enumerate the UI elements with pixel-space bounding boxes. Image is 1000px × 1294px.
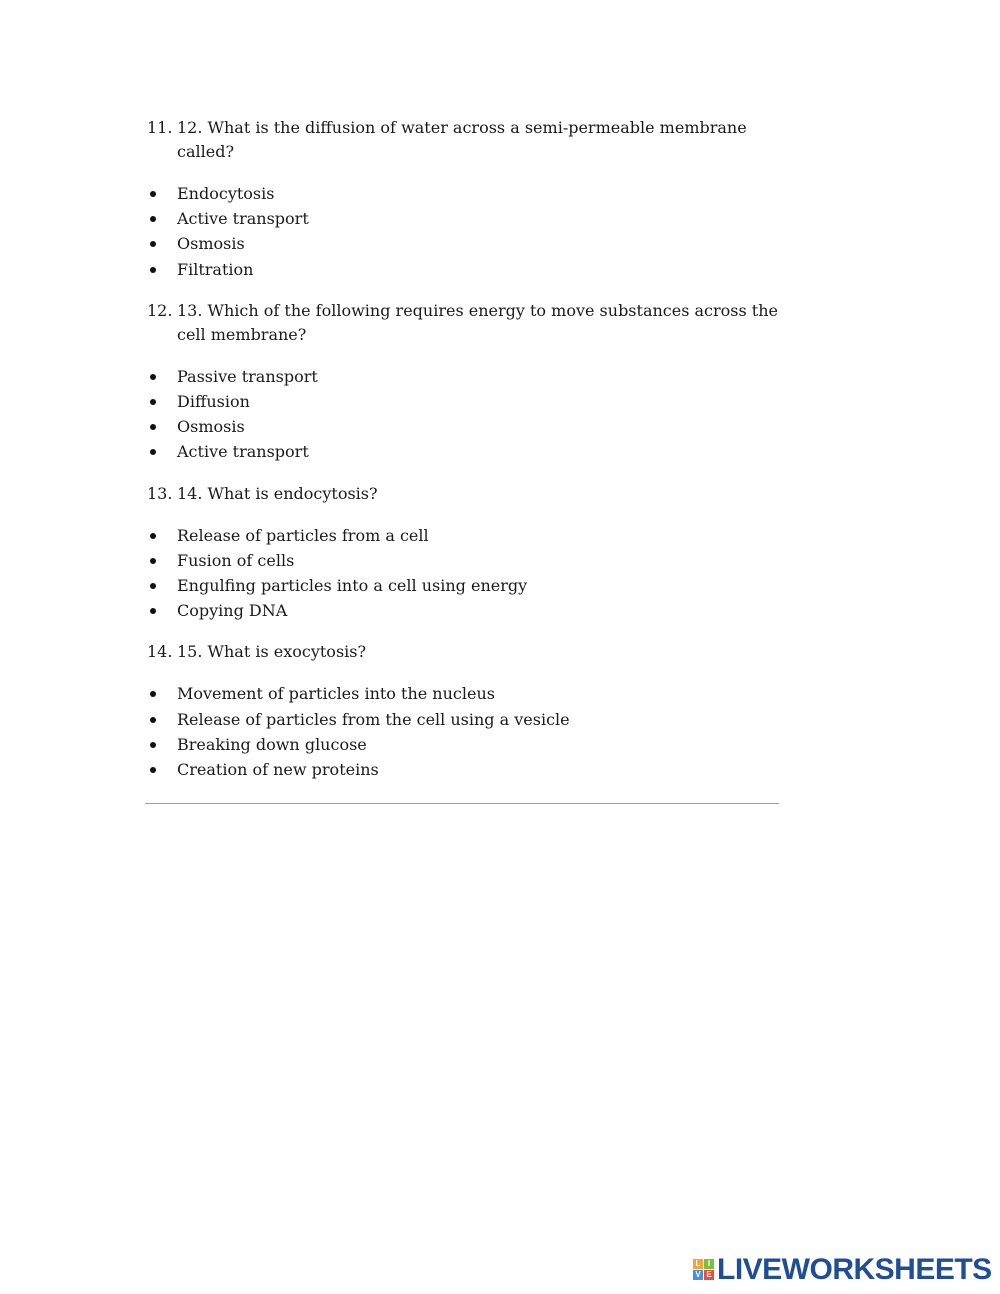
- option-label: Endocytosis: [177, 184, 275, 203]
- option-item[interactable]: [147, 181, 779, 206]
- bullet-icon: [150, 742, 156, 748]
- option-label: Osmosis: [177, 417, 245, 437]
- option-item[interactable]: [147, 389, 779, 414]
- question-list: [147, 116, 779, 799]
- question-text: 13. Which of the following requires energy to move substances across the cell membrane?: [177, 300, 779, 344]
- option-label: Osmosis: [177, 234, 245, 254]
- options-list: [147, 681, 779, 782]
- question-number: 12.: [147, 300, 173, 320]
- logo-letter: E: [704, 1270, 714, 1280]
- logo-letter: L: [693, 1259, 703, 1269]
- bullet-icon: [150, 717, 156, 723]
- option-item[interactable]: [147, 548, 779, 573]
- question-13: [147, 482, 779, 506]
- option-item[interactable]: [147, 439, 779, 464]
- bullet-icon: [150, 399, 156, 405]
- option-item[interactable]: [147, 257, 779, 282]
- option-item[interactable]: [147, 364, 779, 389]
- options-list: [147, 364, 779, 465]
- option-item[interactable]: [147, 414, 779, 439]
- option-label: Active transport: [177, 442, 309, 462]
- liveworksheets-logo-icon: [693, 1259, 715, 1281]
- bullet-icon: [150, 374, 156, 380]
- question-14: [147, 640, 779, 664]
- option-item[interactable]: [147, 206, 779, 231]
- bullet-icon: [150, 216, 156, 222]
- bullet-icon: [150, 767, 156, 773]
- bullet-icon: [150, 241, 156, 247]
- option-item[interactable]: [147, 681, 779, 706]
- question-11: [147, 116, 779, 164]
- option-label: Filtration: [177, 259, 254, 279]
- bullet-icon: [150, 424, 156, 430]
- option-label: Active transport: [177, 209, 309, 229]
- option-label: Passive transport: [177, 366, 318, 386]
- option-item[interactable]: [147, 231, 779, 256]
- options-list: [147, 523, 779, 624]
- question-12: [147, 299, 779, 347]
- logo-letter: V: [693, 1270, 703, 1280]
- option-label: Diffusion: [177, 392, 250, 412]
- bullet-icon: [150, 449, 156, 455]
- option-label: Fusion of cells: [177, 550, 295, 570]
- option-label: Release of particles from the cell using a vesicle: [177, 709, 570, 729]
- liveworksheets-brand: [693, 1255, 992, 1285]
- divider-line: [145, 803, 779, 804]
- question-text: 12. What is the diffusion of water across a semi-permeable membrane called?: [177, 118, 747, 161]
- logo-letter: I: [704, 1259, 714, 1269]
- brand-wordmark: LIVEWORKSHEETS: [717, 1253, 992, 1286]
- question-text: 15. What is exocytosis?: [177, 642, 367, 662]
- option-label: Creation of new proteins: [177, 760, 379, 780]
- bullet-icon: [150, 608, 156, 614]
- option-label: Release of particles from a cell: [177, 525, 429, 545]
- option-label: Copying DNA: [177, 601, 288, 621]
- option-label: Engulfing particles into a cell using energy: [177, 576, 528, 596]
- option-item[interactable]: [147, 573, 779, 598]
- option-item[interactable]: [147, 707, 779, 732]
- option-item[interactable]: [147, 523, 779, 548]
- bullet-icon: [150, 533, 156, 539]
- bullet-icon: [150, 267, 156, 273]
- option-item[interactable]: [147, 757, 779, 782]
- option-label: Breaking down glucose: [177, 734, 367, 754]
- question-text: 14. What is endocytosis?: [177, 483, 378, 503]
- option-item[interactable]: [147, 732, 779, 757]
- option-label: Movement of particles into the nucleus: [177, 684, 495, 704]
- question-number: 11.: [147, 118, 173, 137]
- options-list: [147, 181, 779, 282]
- question-number: 13.: [147, 483, 173, 503]
- question-number: 14.: [147, 642, 173, 662]
- bullet-icon: [150, 191, 156, 197]
- option-item[interactable]: [147, 598, 779, 623]
- bullet-icon: [150, 691, 156, 697]
- bullet-icon: [150, 583, 156, 589]
- bullet-icon: [150, 558, 156, 564]
